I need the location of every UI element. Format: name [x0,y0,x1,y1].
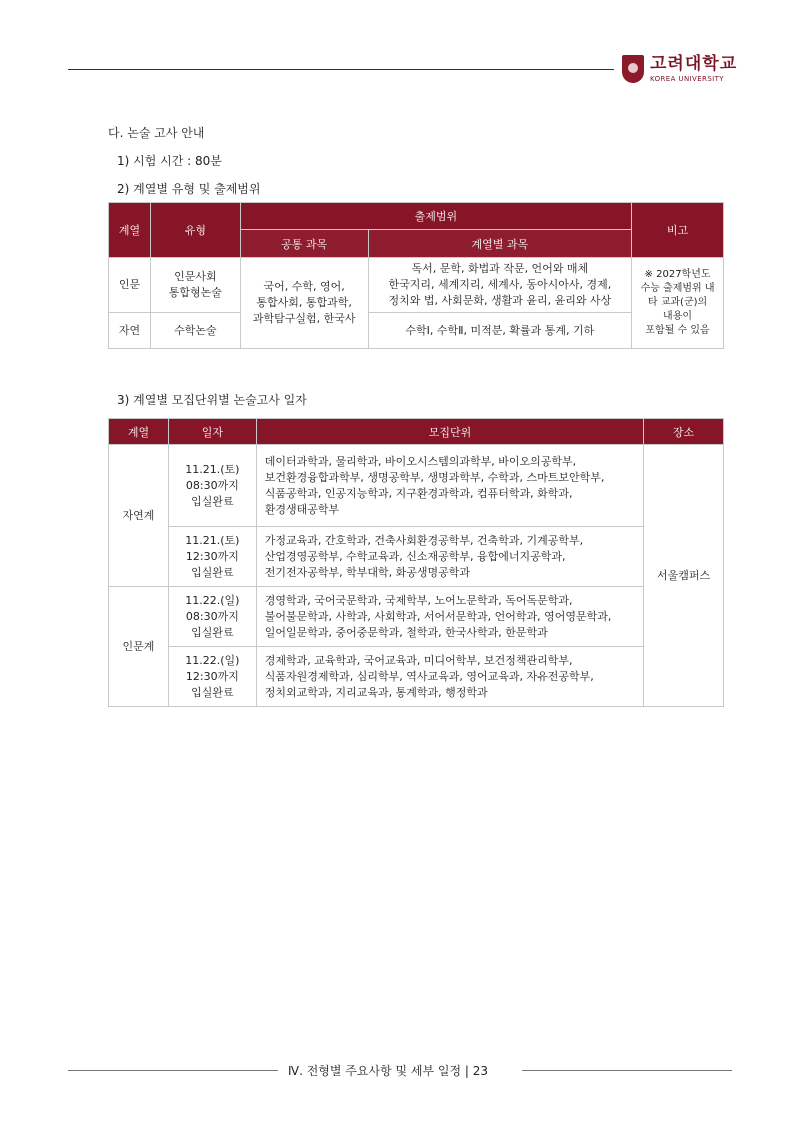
header-elective: 계열별 과목 [368,230,632,258]
row-type: 수학논술 [150,313,240,349]
scope-table [108,202,724,349]
logo-english: KOREA UNIVERSITY [650,74,724,83]
exam-time: 1) 시험 시간 : 80분 [117,154,222,168]
common-subjects: 국어, 수학, 영어, 통합사회, 통합과학, 과학탐구실험, 한국사 [240,258,368,349]
footer-rule-left [68,1070,278,1071]
elective-subjects: 수학Ⅰ, 수학Ⅱ, 미적분, 확률과 통계, 기하 [368,313,632,349]
header-place: 장소 [644,419,724,445]
header-unit: 모집단위 [256,419,643,445]
exam-date: 11.21.(토) 12:30까지 입실완료 [168,527,256,587]
header-common: 공통 과목 [240,230,368,258]
header-field: 계열 [109,419,169,445]
group-field: 인문계 [109,587,169,707]
row-type: 인문사회 통합형논술 [150,258,240,313]
table1-caption: 2) 계열별 유형 및 출제범위 [117,182,261,196]
section-title: 다. 논술 고사 안내 [108,126,205,140]
row-field: 인문 [109,258,151,313]
elective-subjects: 독서, 문학, 화법과 작문, 언어와 매체 한국지리, 세계지리, 세계사, 동아시아사, 경제, 정치와 법, 사회문화, 생활과 윤리, 윤리와 사상 [368,258,632,313]
crest-icon [622,55,644,83]
header-remark: 비고 [632,203,724,258]
schedule-table [108,418,724,707]
header-type: 유형 [150,203,240,258]
header-scope: 출제범위 [240,203,631,230]
header-field: 계열 [109,203,151,258]
row-field: 자연 [109,313,151,349]
exam-date: 11.22.(일) 12:30까지 입실완료 [168,647,256,707]
group-field: 자연계 [109,445,169,587]
university-logo [622,55,737,83]
logo-korean: 고려대학교 [650,53,738,74]
recruit-units: 경제학과, 교육학과, 국어교육과, 미디어학부, 보건정책관리학부, 식품자원경제학과, 심리학부, 역사교육과, 영어교육과, 자유전공학부, 정치외교학과, 지리교육과, 통계학과, 행정학과 [256,647,643,707]
remark-note: ※ 2027학년도 수능 출제범위 내 타 교과(군)의 내용이 포함될 수 있음 [632,258,724,349]
exam-place: 서울캠퍼스 [644,445,724,707]
footer-rule-right [522,1070,732,1071]
recruit-units: 데이터과학과, 물리학과, 바이오시스템의과학부, 바이오의공학부, 보건환경융합과학부, 생명공학부, 생명과학부, 수학과, 스마트보안학부, 식품공학과, 인공지능학과, 지구환경과학과, 컴퓨터학과, 화학과, 환경생태공학부 [256,445,643,527]
header-rule [68,69,614,70]
table2-caption: 3) 계열별 모집단위별 논술고사 일자 [117,393,307,407]
footer-page-info: Ⅳ. 전형별 주요사항 및 세부 일정 | 23 [288,1064,489,1078]
header-date: 일자 [168,419,256,445]
recruit-units: 경영학과, 국어국문학과, 국제학부, 노어노문학과, 독어독문학과, 불어불문학과, 사학과, 사회학과, 서어서문학과, 언어학과, 영어영문학과, 일어일문학과, 중어중문학과, 철학과, 한국사학과, 한문학과 [256,587,643,647]
exam-date: 11.21.(토) 08:30까지 입실완료 [168,445,256,527]
recruit-units: 가정교육과, 간호학과, 건축사회환경공학부, 건축학과, 기계공학부, 산업경영공학부, 수학교육과, 신소재공학부, 융합에너지공학과, 전기전자공학부, 학부대학, 화공생명공학과 [256,527,643,587]
exam-date: 11.22.(일) 08:30까지 입실완료 [168,587,256,647]
